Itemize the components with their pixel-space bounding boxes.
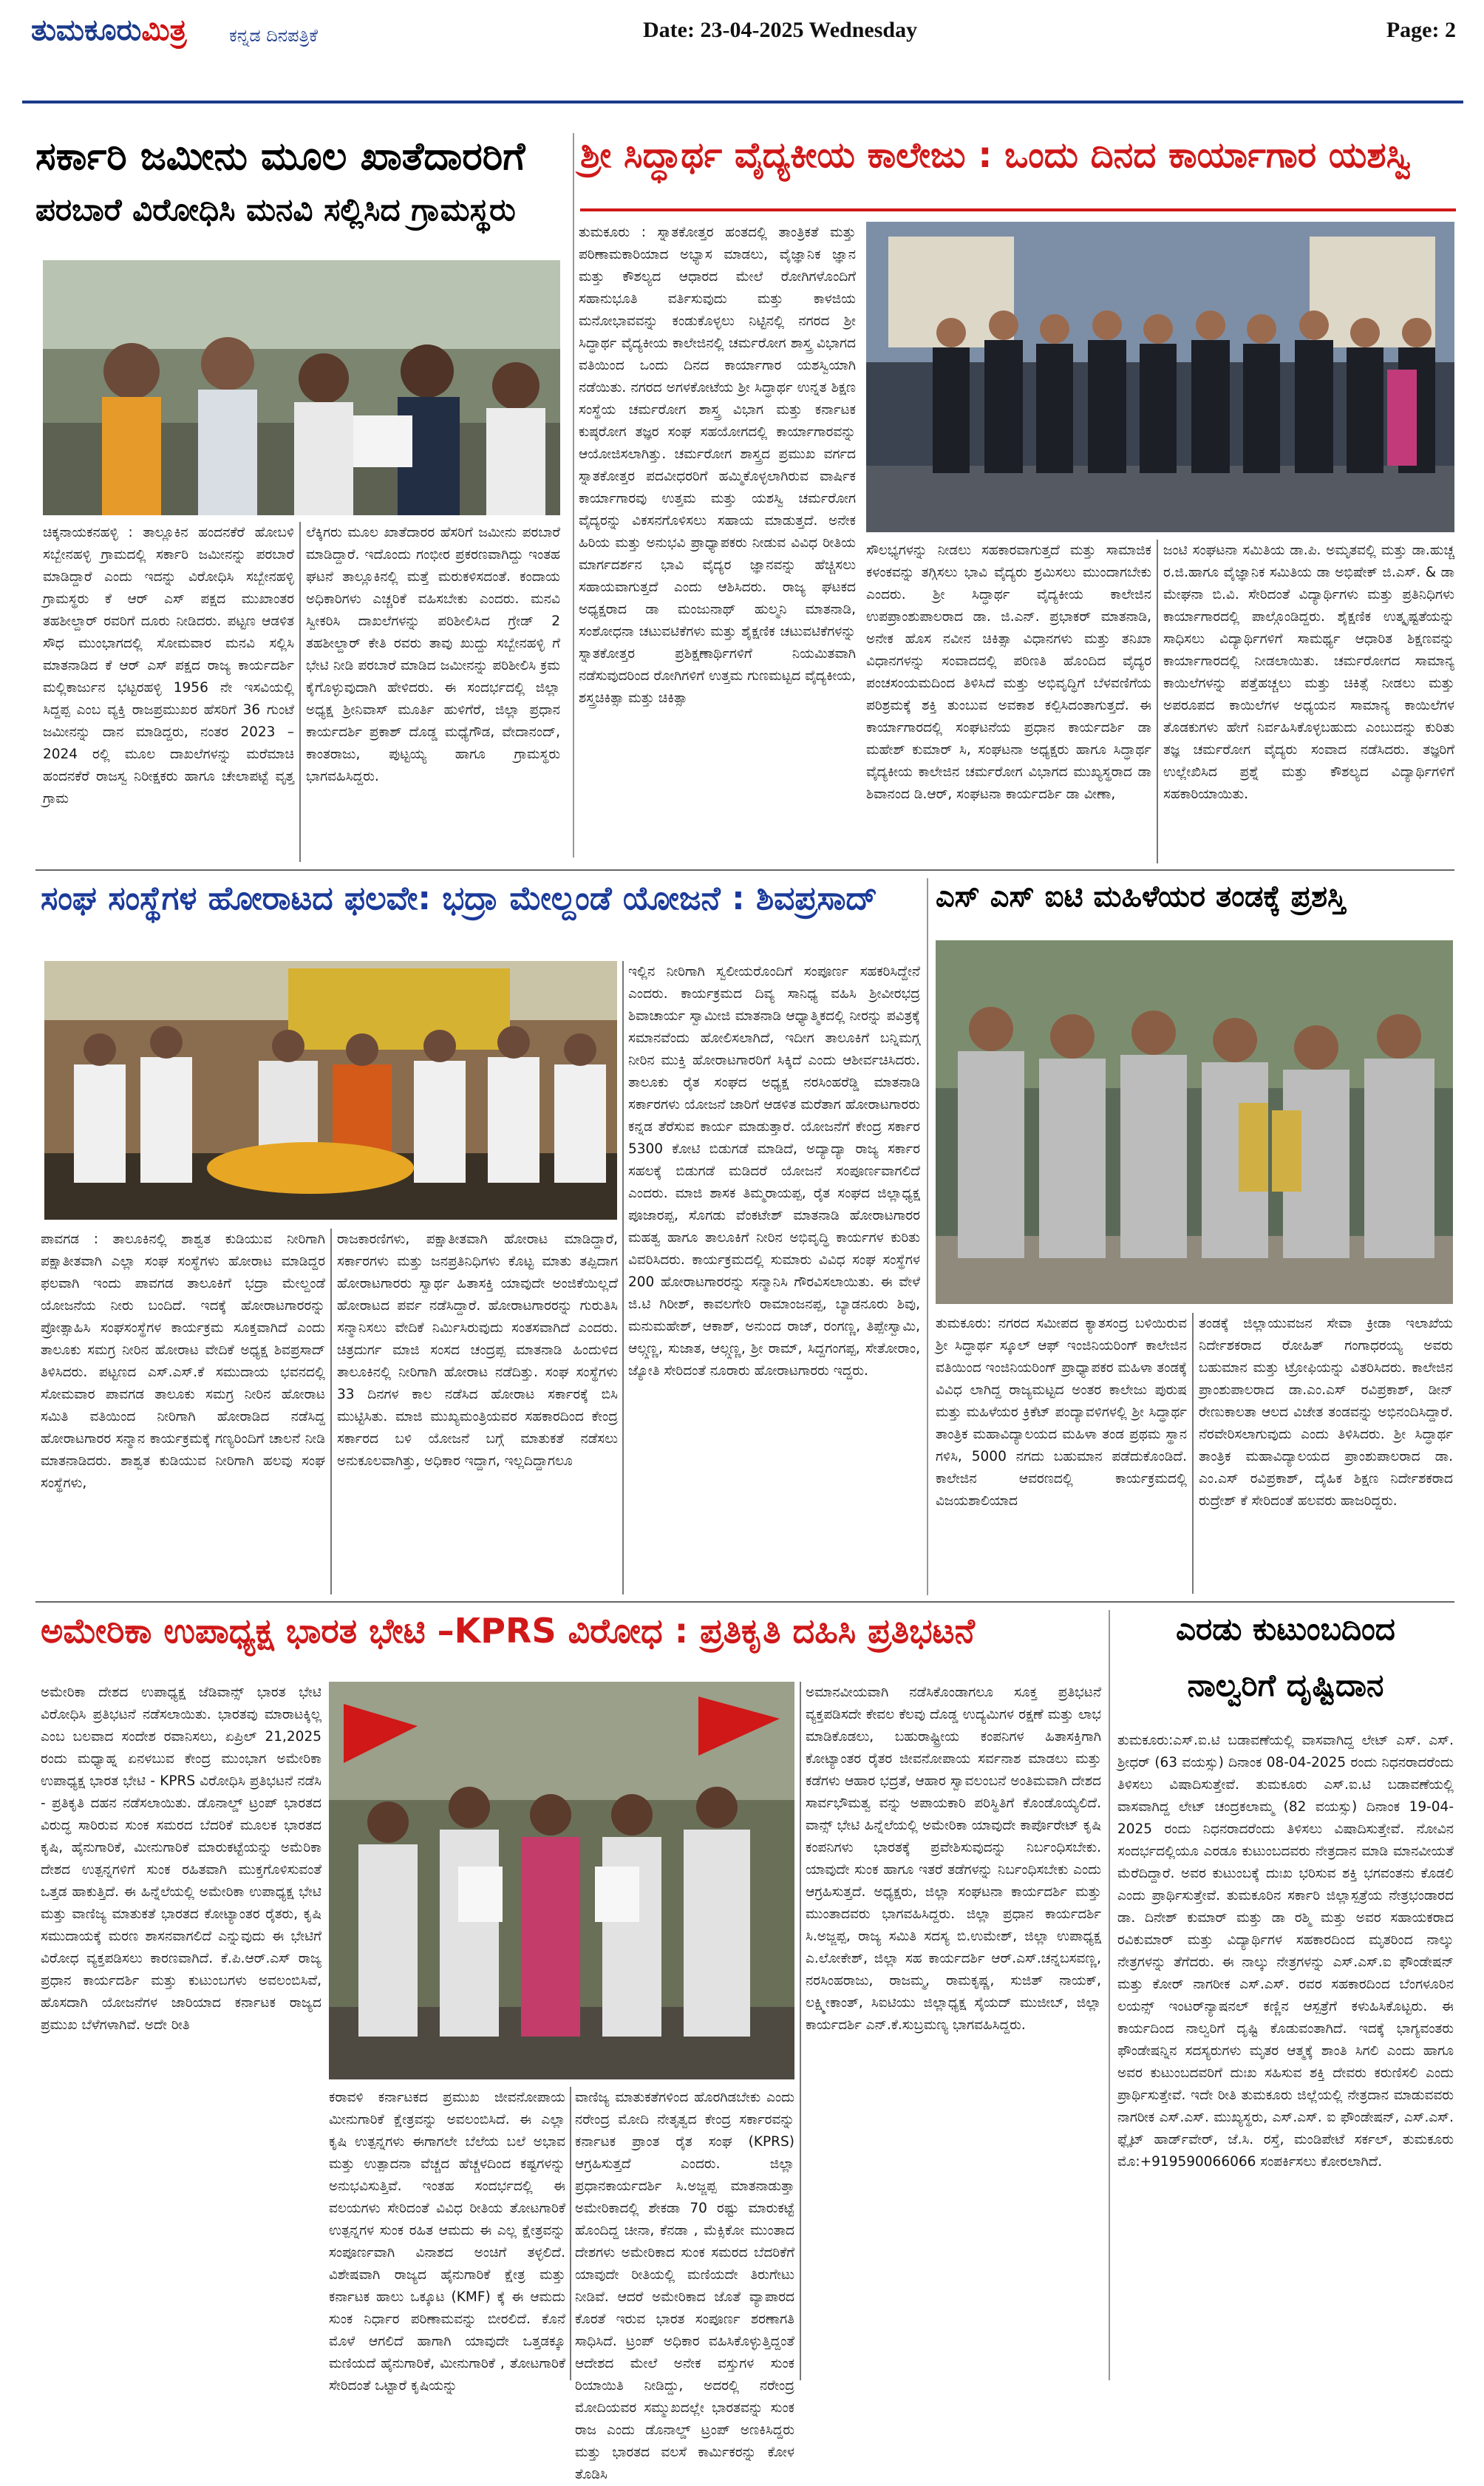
column-divider bbox=[800, 1682, 801, 2380]
column-divider bbox=[330, 1229, 332, 1594]
story4-headline: ಎಸ್ ಎಸ್ ಐಟಿ ಮಹಿಳೆಯರ ತಂಡಕ್ಕೆ ಪ್ರಶಸ್ತಿ bbox=[936, 880, 1346, 914]
story1-photo bbox=[43, 260, 560, 515]
story3-column-3: ಇಲ್ಲಿನ ನೀರಿಗಾಗಿ ಸ್ವಲೀಯರೊಂದಿಗೆ ಸಂಪೂರ್ಣ ಸಹಕರಿಸಿದ್ದೇನೆ ಎಂದರು. ಕಾರ್ಯಕ್ರಮದ ದಿವ್ಯ ಸಾನಿಧ್ಯ ವಹಿಸಿ ಶ್ರೀವೀರಭದ್ರ ಶಿವಾಚಾರ್ಯ ಸ್ವಾಮೀಜಿ ಮಾತನಾಡಿ ಆಧ್ಯಾತ್ಮಿಕದಲ್ಲಿ ನೀರನ್ನು ಪವಿತ್ರಕ್ಕೆ ಸಮಾನವೆಂದು ಹೋಲಿಸಲಾಗಿದೆ, ಇದೀಗ ತಾಲೂಕಿಗೆ ಬನ್ನಿಮಗ್ಗ ನೀರಿನ ಮುಕ್ತಿ ಹೋರಾಟಗಾರರಿಗೆ ಸಿಕ್ಕಿದೆ ಎಂದು ಆಶೀರ್ವಚಿಸಿದರು. ತಾಲೂಕು ರೈತ ಸಂಘದ ಅಧ್ಯಕ್ಷ ನರಸಿಂಹರೆಡ್ಡಿ ಮಾತನಾಡಿ ಸರ್ಕಾರಗಳು ಯೋಜನೆ ಜಾರಿಗೆ ಆಡಳಿತ ಮರೆತಾಗ ಹೋರಾಟಗಾರರು ಕನ್ನಡ ತೆರೆಸುವ ಕಾರ್ಯ ಮಾಡುತ್ತಾರೆ. ಯೋಜನೆಗೆ ಕೇಂದ್ರ ಸರ್ಕಾರ 5300 ಕೋಟಿ ಬಿಡುಗಡೆ ಮಾಡಿದೆ, ಅದ್ಯಾದ್ಯಾ ರಾಜ್ಯ ಸರ್ಕಾರ ಸಹಲಕ್ಕೆ ಬಿಡುಗಡೆ ಮಡಿದರೆ ಯೋಜನೆ ಸಂಪೂರ್ಣವಾಗಲಿದೆ ಎಂದರು. ಮಾಜಿ ಶಾಸಕ ತಿಮ್ಮರಾಯಪ್ಪ, ರೈತ ಸಂಘದ ಜಿಲ್ಲಾಧ್ಯಕ್ಷ ಪೂಜಾರಪ್ಪ, ಸೊಗಡು ವೆಂಕಟೇಶ್ ಮಾತನಾಡಿ ಹೋರಾಟಗಾರರ ಮಹತ್ವ ಹಾಗೂ ತಾಲೂಕಿಗೆ ನೀರಿನ ಅಭಿವೃದ್ಧಿ ಕಾರ್ಯಗಳ ಕುರಿತು ವಿವರಿಸಿದರು. ಕಾರ್ಯಕ್ರಮದಲ್ಲಿ ಸುಮಾರು ವಿವಿಧ ಸಂಘ ಸಂಸ್ಥೆಗಳ 200 ಹೋರಾಟಗಾರರನ್ನು ಸನ್ಮಾನಿಸಿ ಗೌರವಿಸಲಾಯಿತು. ಈ ವೇಳೆ ಜಿ.ಟಿ ಗಿರೀಶ್, ಕಾವಲಗೇರಿ ರಾಮಾಂಜನಪ್ಪ, ಬ್ಯಾಡನೂರು ಶಿವು, ಮನುಮಹೇಶ್, ಆಕಾಶ್, ಅನುಂದ ರಾಜ್, ರಂಗಣ್ಣ, ತಿಪ್ಪೇಸ್ವಾಮಿ, ಆಲ್ಗ್ಲಣ್ಣ, ಸುಜಾತ, ಆಲ್ಗ್ಲಣ್ಣ, ಶ್ರೀ ರಾಮ್, ಸಿದ್ದಗಂಗಪ್ಪ, ಸೇತೋರಾಂ, ಜ್ಯೋತಿ ಸೇರಿದಂತೆ ನೂರಾರು ಹೋರಾಟಗಾರರು ಇದ್ದರು. bbox=[628, 964, 920, 1379]
story1-headline-line2: ಪರಬಾರೆ ವಿರೋಧಿಸಿ ಮನವಿ ಸಲ್ಲಿಸಿದ ಗ್ರಾಮಸ್ಥರು bbox=[35, 191, 516, 228]
story5-column-3: ವಾಣಿಜ್ಯ ಮಾತುಕತೆಗಳಿಂದ ಹೊರಗಿಡಬೇಕು ಎಂದು ನರೇಂದ್ರ ಮೋದಿ ನೇತೃತ್ವದ ಕೇಂದ್ರ ಸರ್ಕಾರವನ್ನು ಕರ್ನಾಟಕ ಪ್ರಾಂತ ರೈತ ಸಂಘ (KPRS) ಆಗ್ರಹಿಸುತ್ತದೆ ಎಂದರು. ಜಿಲ್ಲಾ ಪ್ರಧಾನಕಾರ್ಯದರ್ಶಿ ಸಿ.ಅಜ್ಜಪ್ಪ ಮಾತನಾಡುತ್ತಾ ಅಮೇರಿಕಾದಲ್ಲಿ ಶೇಕಡಾ 70 ರಷ್ಟು ಮಾರುಕಟ್ಟೆ ಹೊಂದಿದ್ದ ಚೀನಾ, ಕೆನಡಾ , ಮೆಕ್ಸಿಕೋ ಮುಂತಾದ ದೇಶಗಳು ಅಮೇರಿಕಾದ ಸುಂಕ ಸಮರದ ಬೆದರಿಕೆಗೆ ಯಾವುದೇ ರೀತಿಯಲ್ಲಿ ಮಣಿಯದೇ ತಿರುಗೇಟು ನೀಡಿವೆ. ಆದರೆ ಅಮೇರಿಕಾದ ಜೊತೆ ವ್ಯಾಪಾರದ ಕೊರತೆ ಇರುವ ಭಾರತ ಸಂಪೂರ್ಣ ಶರಣಾಗತಿ ಸಾಧಿಸಿದೆ. ಟ್ರಂಪ್ ಅಧಿಕಾರ ವಹಿಸಿಕೊಳ್ಳುತ್ತಿದ್ದಂತೆ ಆದೇಶದ ಮೇಲೆ ಅನೇಕ ವಸ್ತುಗಳ ಸುಂಕ ರಿಯಾಯಿತಿ ನೀಡಿದ್ದು, ಅದರಲ್ಲಿ ನರೇಂದ್ರ ಮೋದಿಯವರ ಸಮ್ಮುಖದಲ್ಲೇ ಭಾರತವನ್ನು ಸುಂಕ ರಾಜ ಎಂದು ಡೊನಾಲ್ಡ್ ಟ್ರಂಪ್ ಅಣಕಿಸಿದ್ದರು ಮತ್ತು ಭಾರತದ ವಲಸೆ ಕಾರ್ಮಿಕರನ್ನು ಕೋಳ ತೊಡಿಸಿ bbox=[575, 2090, 794, 2482]
column-divider bbox=[570, 2087, 571, 2380]
section-divider bbox=[573, 133, 574, 857]
section-divider bbox=[35, 869, 1454, 871]
protest-photo-icon bbox=[329, 1682, 794, 2079]
story5-column-2: ಕರಾವಳಿ ಕರ್ನಾಟಕದ ಪ್ರಮುಖ ಜೀವನೋಪಾಯ ಮೀನುಗಾರಿಕೆ ಕ್ಷೇತ್ರವನ್ನು ಅವಲಂಬಿಸಿದೆ. ಈ ಎಲ್ಲಾ ಕೃಷಿ ಉತ್ಪನ್ನಗಳು ಈಗಾಗಲೇ ಬೆಲೆಯ ಬಲೆ ಅಭಾವ ಮತ್ತು ಉತ್ಪಾದನಾ ವೆಚ್ಚದ ಹೆಚ್ಚಳದಿಂದ ಕಷ್ಟಗಳನ್ನು ಅನುಭವಿಸುತ್ತಿವೆ. ಇಂತಹ ಸಂದರ್ಭದಲ್ಲಿ ಈ ವಲಯಗಳು ಸೇರಿದಂತೆ ವಿವಿಧ ರೀತಿಯ ತೋಟಗಾರಿಕೆ ಉತ್ಪನ್ನಗಳ ಸುಂಕ ರಹಿತ ಆಮದು ಈ ಎಲ್ಲ ಕ್ಷೇತ್ರವನ್ನು ಸಂಪೂರ್ಣವಾಗಿ ವಿನಾಶದ ಅಂಚಿಗೆ ತಳ್ಳಲಿದೆ. ವಿಶೇಷವಾಗಿ ರಾಜ್ಯದ ಹೈನುಗಾರಿಕೆ ಕ್ಷೇತ್ರ ಮತ್ತು ಕರ್ನಾಟಕ ಹಾಲು ಒಕ್ಕೂಟ (KMF) ಕ್ಕೆ ಈ ಆಮದು ಸುಂಕ ನಿರ್ಧಾರ ಪರಿಣಾಮವನ್ನು ಬೀರಲಿದೆ. ಕೊನೆ ಮೊಳೆ ಆಗಲಿದೆ ಹಾಗಾಗಿ ಯಾವುದೇ ಒತ್ತಡಕ್ಕೂ ಮಣಿಯದೆ ಹೈನುಗಾರಿಕೆ, ಮೀನುಗಾರಿಕೆ , ತೋಟಗಾರಿಕೆ ಸೇರಿದಂತೆ ಒಟ್ಟಾರೆ ಕೃಷಿಯನ್ನು bbox=[329, 2090, 565, 2394]
newspaper-name-part2: ಮಿತ್ರ bbox=[141, 13, 187, 47]
story2-column-3: ಜಂಟಿ ಸಂಘಟನಾ ಸಮಿತಿಯ ಡಾ.ಪಿ. ಅಮೃತವಲ್ಲಿ ಮತ್ತು ಡಾ.ಹುಚ್ಚ ರ.ಜಿ.ಹಾಗೂ ವೈಜ್ಞಾನಿಕ ಸಮಿತಿಯ ಡಾ ಅಭಿಷೇಕ್ ಜಿ.ಎಸ್. & ಡಾ ಮೇಘನಾ ಬಿ.ವಿ. ಸೇರಿದಂತೆ ವಿದ್ಯಾರ್ಥಿಗಳು ಮತ್ತು ಪ್ರತಿನಿಧಿಗಳು ಕಾರ್ಯಾಗಾರದಲ್ಲಿ ಪಾಲ್ಗೊಂಡಿದ್ದರು. ಶೈಕ್ಷಣಿಕ ಉತ್ಕೃಷ್ಟತೆಯನ್ನು ಸಾಧಿಸಲು ವಿದ್ಯಾರ್ಥಿಗಳಿಗೆ ಸಾಮರ್ಥ್ಯ ಆಧಾರಿತ ಶಿಕ್ಷಣವನ್ನು ಕಾರ್ಯಾಗಾರದಲ್ಲಿ ನೀಡಲಾಯಿತು. ಚರ್ಮರೋಗದ ಸಾಮಾನ್ಯ ಕಾಯಿಲೆಗಳನ್ನು ಪತ್ತೆಹಚ್ಚಲು ಮತ್ತು ಚಿಕಿತ್ಸೆ ನೀಡಲು ಮತ್ತು ಅಪರೂಪದ ಕಾಯಿಲೆಗಳ ಅಧ್ಯಯನ ಸಾಮಾನ್ಯ ಕಾಯಿಲೆಗಳ ತೊಡಕುಗಳು ಹೇಗೆ ನಿರ್ವಹಿಸಿಕೊಳ್ಳಬಹುದು ಎಂಬುದನ್ನು ಕುರಿತು ತಜ್ಞ ಚರ್ಮರೋಗ ವೈದ್ಯರು ಸಂವಾದ ನಡೆಸಿದರು. ತಜ್ಞರಿಗೆ ಉಲ್ಲೇಖಿಸಿದ ಪ್ರಶ್ನೆ ಮತ್ತು ಕೌಶಲ್ಯದ ವಿದ್ಯಾರ್ಥಿಗಳಿಗೆ ಸಹಕಾರಿಯಾಯಿತು. bbox=[1163, 543, 1454, 802]
section-divider bbox=[927, 878, 928, 1595]
story3-column-2: ರಾಜಕಾರಣಿಗಳು, ಪಕ್ಷಾತೀತವಾಗಿ ಹೋರಾಟ ಮಾಡಿದ್ದಾರೆ, ಸರ್ಕಾರಗಳು ಮತ್ತು ಜನಪ್ರತಿನಿಧಿಗಳು ಕೊಟ್ಟ ಮಾತು ತಪ್ಪಿದಾಗ ಹೋರಾಟಗಾರರು ಸ್ವಾರ್ಥ ಹಿತಾಸಕ್ತಿ ಯಾವುದೇ ಅಂಜಿಕೆಯಿಲ್ಲದೆ ಹೋರಾಟದ ಪರ್ವ ನಡೆಸಿದ್ದಾರೆ. ಹೋರಾಟಗಾರರನ್ನು ಗುರುತಿಸಿ ಸನ್ಮಾನಿಸಲು ವೇದಿಕೆ ನಿರ್ಮಿಸಿರುವುದು ಸಂತಸವಾಗಿದೆ ಎಂದರು. ಚಿತ್ರದುರ್ಗ ಮಾಜಿ ಸಂಸದ ಚಂದ್ರಪ್ಪ ಮಾತನಾಡಿ ಹಿಂದುಳಿದ ತಾಲೂಕಿನಲ್ಲಿ ನೀರಿಗಾಗಿ ಹೋರಾಟ ನಡೆದಿತ್ತು. ಸಂಘ ಸಂಸ್ಥೆಗಳು 33 ದಿನಗಳ ಕಾಲ ನಡೆಸಿದ ಹೋರಾಟ ಸರ್ಕಾರಕ್ಕೆ ಬಿಸಿ ಮುಟ್ಟಿಸಿತು. ಮಾಜಿ ಮುಖ್ಯಮಂತ್ರಿಯವರ ಸಹಕಾರದಿಂದ ಕೇಂದ್ರ ಸರ್ಕಾರದ ಬಳಿ ಯೋಜನೆ ಬಗ್ಗೆ ಮಾತುಕತೆ ನಡೆಸಲು ಅನುಕೂಲವಾಗಿತ್ತು, ಅಧಿಕಾರ ಇದ್ದಾಗ, ಇಲ್ಲದಿದ್ದಾಗಲೂ bbox=[337, 1232, 618, 1469]
story3-photo bbox=[44, 961, 617, 1220]
story2-photo bbox=[866, 222, 1454, 532]
story5-headline: ಅಮೇರಿಕಾ ಉಪಾಧ್ಯಕ್ಷ ಭಾರತ ಭೇಟಿ –KPRS ವಿರೋಧ : ಪ್ರತಿಕೃತಿ ದಹಿಸಿ ಪ್ರತಿಭಟನೆ bbox=[41, 1611, 975, 1651]
column-divider bbox=[1192, 1313, 1194, 1594]
story1-column-2: ಲೆಕ್ಕಿಗರು ಮೂಲ ಖಾತೆದಾರರ ಹೆಸರಿಗೆ ಜಮೀನು ಪರಬಾರೆ ಮಾಡಿದ್ದಾರೆ. ಇದೊಂದು ಗಂಭೀರ ಪ್ರಕರಣವಾಗಿದ್ದು ಇಂತಹ ಘಟನೆ ತಾಲ್ಲೂಕಿನಲ್ಲಿ ಮತ್ತೆ ಮರುಕಳಿಸದಂತೆ. ಕಂದಾಯ ಅಧಿಕಾರಿಗಳು ಎಚ್ಚರಿಕೆ ವಹಿಸಬೇಕು ಎಂದರು. ಮನವಿ ಸ್ವೀಕರಿಸಿ ದಾಖಲೆಗಳನ್ನು ಪರಿಶೀಲಿಸಿದ ಗ್ರೇಡ್ 2 ತಹಶೀಲ್ದಾರ್ ಕೇತಿ ರವರು ತಾವು ಖುದ್ದು ಸಬ್ಬೇನಹಳ್ಳಿ ಗೆ ಭೇಟಿ ನೀಡಿ ಪರಬಾರೆ ಮಾಡಿದ ಜಮೀನನ್ನು ಪರಿಶೀಲಿಸಿ ಕ್ರಮ ಕೈಗೊಳ್ಳುವುದಾಗಿ ಹೇಳಿದರು. ಈ ಸಂದರ್ಭದಲ್ಲಿ ಜಿಲ್ಲಾ ಅಧ್ಯಕ್ಷ ಶ್ರೀನಿವಾಸ್ ಮೂರ್ತಿ ಹುಳಿಗೆರೆ, ಜಿಲ್ಲಾ ಪ್ರಧಾನ ಕಾರ್ಯದರ್ಶಿ ಪ್ರಕಾಶ್ ದೊಡ್ಡ ಮಧ್ಯೆಗೌಡ, ವೇದಾನಂದ್, ಕಾಂತರಾಜು, ಪುಟ್ಟಯ್ಯ ಹಾಗೂ ಗ್ರಾಮಸ್ಥರು ಭಾಗವಹಿಸಿದ್ದರು. bbox=[306, 525, 560, 784]
story1-column-1: ಚಿಕ್ಕನಾಯಕನಹಳ್ಳಿ : ತಾಲ್ಲೂಕಿನ ಹಂದನಕೆರೆ ಹೋಬಳಿ ಸಬ್ಬೇನಹಳ್ಳಿ ಗ್ರಾಮದಲ್ಲಿ ಸರ್ಕಾರಿ ಜಮೀನನ್ನು ಪರಬಾರೆ ಮಾಡಿದ್ದಾರೆ ಎಂದು ಇದನ್ನು ವಿರೋಧಿಸಿ ಸಬ್ಬೇನಹಳ್ಳಿ ಗ್ರಾಮಸ್ಥರು ಕೆ ಆರ್ ಎಸ್ ಪಕ್ಷದ ಮುಖಾಂತರ ತಹಶೀಲ್ದಾರ್ ರವರಿಗೆ ದೂರು ನೀಡಿದರು. ಪಟ್ಟಣ ಆಡಳಿತ ಸೌಧ ಮುಂಭಾಗದಲ್ಲಿ ಸೋಮವಾರ ಮನವಿ ಸಲ್ಲಿಸಿ ಮಾತನಾಡಿದ ಕೆ ಆರ್ ಎಸ್ ಪಕ್ಷದ ರಾಜ್ಯ ಕಾರ್ಯದರ್ಶಿ ಮಲ್ಲಿಕಾರ್ಜುನ ಭಟ್ಟರಹಳ್ಳಿ 1956 ನೇ ಇಸವಿಯಲ್ಲಿ ಸಿದ್ದಪ್ಪ ಎಂಬ ವ್ಯಕ್ತಿ ರಾಜಪ್ರಮುಖರ ಹೆಸರಿಗೆ 36 ಗುಂಟೆ ಜಮೀನನ್ನು ದಾನ ಮಾಡಿದ್ದರು, ನಂತರ 2023 – 2024 ರಲ್ಲಿ ಮೂಲ ದಾಖಲೆಗಳನ್ನು ಮರೆಮಾಚಿ ಹಂದನಕೆರೆ ರಾಜಸ್ವ ನಿರೀಕ್ಷಕರು ಹಾಗೂ ಚೇಲಾಪಟ್ಟೆ ವೃತ್ತ ಗ್ರಾಮ bbox=[43, 525, 294, 806]
newspaper-tagline: ಕನ್ನಡ ದಿನಪತ್ರಿಕೆ bbox=[229, 25, 319, 46]
section-divider bbox=[1109, 1610, 1110, 2380]
story2-headline-rule bbox=[580, 208, 1456, 211]
story5-photo bbox=[329, 1682, 794, 2079]
lamp-lighting-photo-icon bbox=[44, 961, 617, 1220]
workshop-group-photo-icon bbox=[866, 222, 1454, 532]
story6-headline-line2: ನಾಲ್ವರಿಗೆ ದೃಷ್ಟಿದಾನ bbox=[1187, 1667, 1384, 1703]
newspaper-name bbox=[31, 13, 187, 47]
page-number: Page: 2 bbox=[1386, 18, 1456, 42]
newspaper-name-part1: ತುಮಕೂರು bbox=[31, 13, 142, 47]
story4-photo bbox=[936, 940, 1453, 1304]
story6-headline-line1: ಎರಡು ಕುಟುಂಬದಿಂದ bbox=[1176, 1611, 1395, 1647]
story2-column-1: ತುಮಕೂರು : ಸ್ನಾತಕೋತ್ತರ ಹಂತದಲ್ಲಿ ತಾಂತ್ರಿಕತೆ ಮತ್ತು ಪರಿಣಾಮಕಾರಿಯಾದ ಅಭ್ಯಾಸ ಮಾಡಲು, ವೈಜ್ಞಾನಿಕ ಜ್ಞಾನ ಮತ್ತು ಕೌಶಲ್ಯದ ಆಧಾರದ ಮೇಲೆ ರೋಗಿಗಳೊಂದಿಗೆ ಸಹಾನುಭೂತಿ ವರ್ತಿಸುವುದು ಮತ್ತು ಕಾಳಜಿಯ ಮನೋಭಾವವನ್ನು ಕಂಡುಕೊಳ್ಳಲು ನಿಟ್ಟಿನಲ್ಲಿ ನಗರದ ಶ್ರೀ ಸಿದ್ಧಾರ್ಥ ವೈದ್ಯಕೀಯ ಕಾಲೇಜಿನಲ್ಲಿ ಚರ್ಮರೋಗ ಶಾಸ್ತ್ರ ವಿಭಾಗದ ವತಿಯಿಂದ ಒಂದು ದಿನದ ಕಾರ್ಯಾಗಾರ ಯಶಸ್ವಿಯಾಗಿ ನಡೆಯಿತು. ನಗರದ ಅಗಳಕೋಟೆಯ ಶ್ರೀ ಸಿದ್ಧಾರ್ಥ ಉನ್ನತ ಶಿಕ್ಷಣ ಸಂಸ್ಥೆಯ ಚರ್ಮರೋಗ ಶಾಸ್ತ್ರ ವಿಭಾಗ ಮತ್ತು ಕರ್ನಾಟಕ ಕುಷ್ಠರೋಗ ತಜ್ಞರ ಸಂಘ ಸಹಯೋಗದಲ್ಲಿ ಕಾರ್ಯಾಗಾರವನ್ನು ಆಯೋಜಿಸಲಾಗಿತ್ತು. ಚರ್ಮರೋಗ ಶಾಸ್ತ್ರದ ಪ್ರಮುಖ ವರ್ಗದ ಸ್ನಾತಕೋತ್ತರ ಪದವೀಧರರಿಗೆ ಹಮ್ಮಿಕೊಳ್ಳಲಾಗಿರುವ ವಾರ್ಷಿಕ ಕಾರ್ಯಾಗಾರವು ಉತ್ತಮ ಮತ್ತು ಯಶಸ್ವಿ ಚರ್ಮರೋಗ ವೈದ್ಯರನ್ನು ವಿಕಸನಗೊಳಿಸಲು ಸಹಾಯ ಮಾಡುತ್ತದೆ. ಅನೇಕ ಹಿರಿಯ ಮತ್ತು ಅನುಭವಿ ಪ್ರಾಧ್ಯಾಪಕರು ನೀಡುವ ವಿವಿಧ ರೀತಿಯ ಮಾರ್ಗದರ್ಶನ ಭಾವಿ ವೈದ್ಯರ ಜ್ಞಾನವನ್ನು ಹೆಚ್ಚಿಸಲು ಸಹಾಯವಾಗುತ್ತದೆ ಎಂದು ಆಶಿಸಿದರು. ರಾಜ್ಯ ಘಟಕದ ಅಧ್ಯಕ್ಷರಾದ ಡಾ ಮಂಜುನಾಥ್ ಹುಲ್ಮನಿ ಮಾತನಾಡಿ, ಸಂಶೋಧನಾ ಚಟುವಟಿಕೆಗಳು ಮತ್ತು ಶೈಕ್ಷಣಿಕ ಚಟುವಟಿಕೆಗಳನ್ನು ಸ್ನಾತಕೋತ್ತರ ಪ್ರಶಿಕ್ಷಣಾರ್ಥಿಗಳಿಗೆ ನಿಯಮಿತವಾಗಿ ನಡೆಸುವುದರಿಂದ ರೋಗಿಗಳಿಗೆ ಉತ್ತಮ ಗುಣಮಟ್ಟದ ವೈದ್ಯಕೀಯ, ಶಸ್ತ್ರಚಿಕಿತ್ಸಾ ಮತ್ತು ಚಿಕಿತ್ಸಾ bbox=[579, 225, 856, 706]
story3-headline: ಸಂಘ ಸಂಸ್ಥೆಗಳ ಹೋರಾಟದ ಫಲವೇ: ಭದ್ರಾ ಮೇಲ್ದಂಡೆ ಯೋಜನೆ : ಶಿವಪ್ರಸಾದ್ bbox=[41, 880, 878, 917]
column-divider bbox=[1157, 540, 1158, 863]
group-photo-icon bbox=[43, 260, 560, 515]
story4-column-1: ತುಮಕೂರು: ನಗರದ ಸಮೀಪದ ಕ್ಯಾತಸಂದ್ರ ಬಳಿಯಿರುವ ಶ್ರೀ ಸಿದ್ಧಾರ್ಥ ಸ್ಕೂಲ್ ಆಫ್ ಇಂಜಿನಿಯರಿಂಗ್ ಕಾಲೇಜಿನ ವತಿಯಿಂದ ಇಂಜಿನಿಯರಿಂಗ್ ಪ್ರಾಧ್ಯಾಪಕರ ಮಹಿಳಾ ತಂಡಕ್ಕೆ ವಿವಿಧ ಲಾಗಿದ್ದ ರಾಜ್ಯಮಟ್ಟದ ಅಂತರ ಕಾಲೇಜು ಪುರುಷ ಮತ್ತು ಮಹಿಳೆಯರ ಕ್ರಿಕೆಟ್ ಪಂದ್ಯಾವಳಿಗಳಲ್ಲಿ ಶ್ರೀ ಸಿದ್ಧಾರ್ಥ ತಾಂತ್ರಿಕ ಮಹಾವಿದ್ಯಾಲಯದ ಮಹಿಳಾ ತಂಡ ಪ್ರಥಮ ಸ್ಥಾನ ಗಳಿಸಿ, 5000 ನಗದು ಬಹುಮಾನ ಪಡೆದುಕೊಂಡಿದೆ. ಕಾಲೇಜಿನ ಆವರಣದಲ್ಲಿ ಕಾರ್ಯಕ್ರಮದಲ್ಲಿ ವಿಜಯಶಾಲಿಯಾದ bbox=[936, 1316, 1187, 1509]
trophy-team-photo-icon bbox=[936, 940, 1453, 1304]
story2-column-2: ಸೌಲಭ್ಯಗಳನ್ನು ನೀಡಲು ಸಹಕಾರವಾಗುತ್ತದೆ ಮತ್ತು ಸಾಮಾಜಿಕ ಕಳಂಕವನ್ನು ತಗ್ಗಿಸಲು ಭಾವಿ ವೈದ್ಯರು ಶ್ರಮಿಸಲು ಮುಂದಾಗಬೇಕು ಎಂದರು. ಶ್ರೀ ಸಿದ್ಧಾರ್ಥ ವೈದ್ಯಕೀಯ ಕಾಲೇಜಿನ ಉಪಪ್ರಾಂಶುಪಾಲರಾದ ಡಾ. ಜಿ.ಎನ್. ಪ್ರಭಾಕರ್ ಮಾತನಾಡಿ, ಅನೇಕ ಹೊಸ ನವೀನ ಚಿಕಿತ್ಸಾ ವಿಧಾನಗಳು ಮತ್ತು ತನಿಖಾ ವಿಧಾನಗಳನ್ನು ಸಂವಾದದಲ್ಲಿ ಪರಿಣತಿ ಹೊಂದಿದ ವೈದ್ಯರ ಪಂಚಸಂಯಮದಿಂದ ತಿಳಿಸಿದೆ ಮತ್ತು ಅಭಿವೃದ್ಧಿಗೆ ಬೆಳವಣಿಗೆಯ ಪರಿಶ್ರಮಕ್ಕೆ ಶಕ್ತಿ ತುಂಬುವ ಅವಕಾಶ ಕಲ್ಪಿಸಿದಂತಾಗುತ್ತದೆ. ಈ ಕಾರ್ಯಾಗಾರದಲ್ಲಿ ಸಂಘಟನೆಯ ಪ್ರಧಾನ ಕಾರ್ಯದರ್ಶಿ ಡಾ ಮಹೇಶ್ ಕುಮಾರ್ ಸಿ, ಸಂಘಟನಾ ಅಧ್ಯಕ್ಷರು ಹಾಗೂ ಸಿದ್ಧಾರ್ಥ ವೈದ್ಯಕೀಯ ಕಾಲೇಜಿನ ಚರ್ಮರೋಗ ವಿಭಾಗದ ಮುಖ್ಯಸ್ಥರಾದ ಡಾ ಶಿವಾನಂದ ಡಿ.ಆರ್, ಸಂಘಟನಾ ಕಾರ್ಯದರ್ಶಿ ಡಾ ವೀಣಾ, bbox=[866, 543, 1151, 802]
story5-column-4: ಅಮಾನವೀಯವಾಗಿ ನಡೆಸಿಕೊಂಡಾಗಲೂ ಸೂಕ್ತ ಪ್ರತಿಭಟನೆ ವ್ಯಕ್ತಪಡಿಸದೇ ಕೇವಲ ಕೆಲವು ದೊಡ್ಡ ಉದ್ಯಮಿಗಳ ರಕ್ಷಣೆ ಮತ್ತು ಲಾಭ ಮಾಡಿಕೊಡಲು, ಬಹುರಾಷ್ಟ್ರೀಯ ಕಂಪನಿಗಳ ಹಿತಾಸಕ್ತಿಗಾಗಿ ಕೋಟ್ಯಾಂತರ ರೈತರ ಜೀವನೋಪಾಯ ಸರ್ವನಾಶ ಮಾಡಲು ಮತ್ತು ಕಡೆಗಳು ಆಹಾರ ಭದ್ರತೆ, ಆಹಾರ ಸ್ವಾವಲಂಬನೆ ಅಂತಿಮವಾಗಿ ದೇಶದ ಸಾರ್ವಭೌಮತ್ವ ವನ್ನು ಅಪಾಯಕಾರಿ ಪರಿಸ್ಥಿತಿಗೆ ಕೊಂಡೊಯ್ಯಲಿದೆ. ವಾನ್ಸ್ ಭೇಟಿ ಹಿನ್ನೆಲೆಯಲ್ಲಿ ಅಮೇರಿಕಾ ಯಾವುದೇ ಕಾರ್ಪೊರೇಟ್ ಕೃಷಿ ಕಂಪನಿಗಳು ಭಾರತಕ್ಕೆ ಪ್ರವೇಶಿಸುವುದನ್ನು ನಿರ್ಬಂಧಿಸಬೇಕು. ಯಾವುದೇ ಸುಂಕ ಹಾಗೂ ಇತರೆ ತಡೆಗಳನ್ನು ನಿರ್ಬಂಧಿಸಬೇಕು ಎಂದು ಆಗ್ರಹಿಸುತ್ತದೆ. ಅಧ್ಯಕ್ಷರು, ಜಿಲ್ಲಾ ಸಂಘಟನಾ ಕಾರ್ಯದರ್ಶಿ ಮತ್ತು ಮುಂತಾದವರು ಭಾಗವಹಿಸಿದ್ದರು. ಜಿಲ್ಲಾ ಪ್ರಧಾನ ಕಾರ್ಯದರ್ಶಿ ಸಿ.ಅಜ್ಜಪ್ಪ, ರಾಜ್ಯ ಸಮಿತಿ ಸದಸ್ಯ ಬಿ.ಉಮೇಶ್, ಜಿಲ್ಲಾ ಉಪಾಧ್ಯಕ್ಷ ಎ.ಲೋಕೇಶ್, ಜಿಲ್ಲಾ ಸಹ ಕಾರ್ಯದರ್ಶಿ ಆರ್.ಎಸ್.ಚನ್ನಬಸವಣ್ಣ, ನರಸಿಂಹರಾಜು, ರಾಜಮ್ಮ, ರಾಮಕೃಷ್ಣ, ಸುಜಿತ್ ನಾಯಕ್, ಲಕ್ಷ್ಮೀಕಾಂತ್, ಸಿಐಟಿಯು ಜಿಲ್ಲಾಧ್ಯಕ್ಷ ಸೈಯದ್ ಮುಜೀಬ್, ಜಿಲ್ಲಾ ಕಾರ್ಯದರ್ಶಿ ಎನ್.ಕೆ.ಸುಬ್ರಮಣ್ಯ ಭಾಗವಹಿಸಿದ್ದರು. bbox=[806, 1685, 1101, 2033]
story1-headline-line1: ಸರ್ಕಾರಿ ಜಮೀನು ಮೂಲ ಖಾತೆದಾರರಿಗೆ bbox=[35, 135, 525, 179]
column-divider bbox=[622, 961, 624, 1594]
story2-headline: ಶ್ರೀ ಸಿದ್ಧಾರ್ಥ ವೈದ್ಯಕೀಯ ಕಾಲೇಜು : ಒಂದು ದಿನದ ಕಾರ್ಯಾಗಾರ ಯಶಸ್ವಿ bbox=[580, 135, 1412, 176]
story4-column-2: ತಂಡಕ್ಕೆ ಜಿಲ್ಲಾಯುವಜನ ಸೇವಾ ಕ್ರೀಡಾ ಇಲಾಖೆಯ ನಿರ್ದೇಶಕರಾದ ರೋಹಿತ್ ಗಂಗಾಧರಯ್ಯ ಅವರು ಬಹುಮಾನ ಮತ್ತು ಟ್ರೋಫಿಯನ್ನು ವಿತರಿಸಿದರು. ಕಾಲೇಜಿನ ಪ್ರಾಂಶುಪಾಲರಾದ ಡಾ.ಎಂ.ಎಸ್ ರವಿಪ್ರಕಾಶ್, ಡೀನ್ ರೇಣುಕಾಲತಾ ಆಲದ ವಿಜೇತ ತಂಡವನ್ನು ಅಭಿನಂದಿಸಿದ್ದಾರೆ. ನೆರವೇರಿಸಲಾಗುವುದು ಎಂದು ತಿಳಿಸಿದರು. ಶ್ರೀ ಸಿದ್ಧಾರ್ಥ ತಾಂತ್ರಿಕ ಮಹಾವಿದ್ಯಾಲಯದ ಪ್ರಾಂಶುಪಾಲರಾದ ಡಾ. ಎಂ.ಎಸ್ ರವಿಪ್ರಕಾಶ್, ದೈಹಿಕ ಶಿಕ್ಷಣ ನಿರ್ದೇಶಕರಾದ ರುದ್ರೇಶ್ ಕೆ ಸೇರಿದಂತೆ ಹಲವರು ಹಾಜರಿದ್ದರು. bbox=[1199, 1316, 1453, 1509]
story5-column-1: ಅಮೇರಿಕಾ ದೇಶದ ಉಪಾಧ್ಯಕ್ಷ ಜೆಡಿವಾನ್ಸ್ ಭಾರತ ಭೇಟಿ ವಿರೋಧಿಸಿ ಪ್ರತಿಭಟನೆ ನಡೆಸಲಾಯಿತು. ಭಾರತವು ಮಾರಾಟಕ್ಕಿಲ್ಲ ಎಂಬ ಬಲವಾದ ಸಂದೇಶ ರವಾನಿಸಲು, ಏಪ್ರಿಲ್ 21,2025 ರಂದು ಮಧ್ಯಾಹ್ನ ಏನಳಬುವ ಕೇಂದ್ರ ಮುಂಭಾಗ ಅಮೇರಿಕಾ ಉಪಾಧ್ಯಕ್ಷ ಭಾರತ ಭೇಟಿ - KPRS ವಿರೋಧಿಸಿ ಪ್ರತಿಭಟನೆ ನಡೆಸಿ - ಪ್ರತಿಕೃತಿ ದಹನ ನಡೆಸಲಾಯಿತು. ಡೊನಾಲ್ಡ್ ಟ್ರಂಪ್ ಭಾರತದ ವಿರುದ್ಧ ಸಾರಿರುವ ಸುಂಕ ಸಮರದ ಬೆದರಿಕೆ ಮೂಲಕ ಭಾರತದ ಕೃಷಿ, ಹೈನುಗಾರಿಕೆ, ಮೀನುಗಾರಿಕೆ ಮಾರುಕಟ್ಟೆಯನ್ನು ಅಮೆರಿಕಾ ದೇಶದ ಉತ್ಪನ್ನಗಳಿಗೆ ಸುಂಕ ರಹಿತವಾಗಿ ಮುಕ್ತಗೊಳಿಸುವಂತೆ ಒತ್ತಡ ಹಾಕುತ್ತಿದೆ. ಈ ಹಿನ್ನೆಲೆಯಲ್ಲಿ ಅಮೇರಿಕಾ ಉಪಾಧ್ಯಕ್ಷ ಭೇಟಿ ಮತ್ತು ವಾಣಿಜ್ಯ ಮಾತುಕತೆ ಭಾರತದ ಕೋಟ್ಯಾಂತರ ರೈತರು, ಕೃಷಿ ಸಮುದಾಯಕ್ಕೆ ಮರಣ ಶಾಸನವಾಗಲಿದೆ ಎನ್ನುವುದು ಈ ಭೇಟಿಗೆ ವಿರೋಧ ವ್ಯಕ್ತಪಡಿಸಲು ಕಾರಣವಾಗಿದೆ. ಕೆ.ಪಿ.ಆರ್.ಎಸ್ ರಾಜ್ಯ ಪ್ರಧಾನ ಕಾರ್ಯದರ್ಶಿ ಮತ್ತು ಕುಟುಂಬಗಳು ಅವಲಂಬಿಸಿವೆ, ಹೊಸದಾಗಿ ಯೋಜನೆಗಳ ಜಾರಿಯಾದ ಕರ್ನಾಟಕ ರಾಜ್ಯದ ಪ್ರಮುಖ ಬೆಳೆಗಳಾಗಿವೆ. ಅದೇ ರೀತಿ bbox=[41, 1685, 321, 2033]
story6-column-1: ತುಮಕೂರು:ಎಸ್.ಐ.ಟಿ ಬಡಾವಣೆಯಲ್ಲಿ ವಾಸವಾಗಿದ್ದ ಲೇಟ್ ಎಸ್. ಎಸ್. ಶ್ರೀಧರ್ (63 ವಯಸ್ಸು) ದಿನಾಂಕ 08-04-2025 ರಂದು ನಿಧನರಾದರೆಂದು ತಿಳಿಸಲು ವಿಷಾದಿಸುತ್ತೇವೆ. ತುಮಕೂರು ಎಸ್.ಐ.ಟಿ ಬಡಾವಣೆಯಲ್ಲಿ ವಾಸವಾಗಿದ್ದ ಲೇಟ್ ಚಂದ್ರಕಲಾಮ್ಮ (82 ವಯಸ್ಸು) ದಿನಾಂಕ 19-04-2025 ರಂದು ನಿಧನರಾದರೆಂದು ತಿಳಿಸಲು ವಿಷಾದಿಸುತ್ತೇವೆ. ನೋವಿನ ಸಂದರ್ಭದಲ್ಲಿಯೂ ಎರಡೂ ಕುಟುಂಬದವರು ನೇತ್ರದಾನ ಮಾಡಿ ಮಾನವೀಯತೆ ಮೆರೆದಿದ್ದಾರೆ. ಅವರ ಕುಟುಂಬಕ್ಕೆ ದುಃಖ ಭರಿಸುವ ಶಕ್ತಿ ಭಗವಂತನು ಕೊಡಲಿ ಎಂದು ಪ್ರಾರ್ಥಿಸುತ್ತೇವೆ. ತುಮಕೂರಿನ ಸರ್ಕಾರಿ ಜಿಲ್ಲಾಸ್ಪತ್ರೆಯ ನೇತ್ರಭಂಡಾರದ ಡಾ. ದಿನೇಶ್ ಕುಮಾರ್ ಮತ್ತು ಡಾ ರಶ್ಮಿ ಮತ್ತು ಅವರ ಸಹಾಯಕರಾದ ರವಿಕುಮಾರ್ ಮತ್ತು ವಿದ್ಯಾರ್ಥಿಗಳ ಸಹಕಾರದಿಂದ ಮೃತರಿಂದ ನಾಲ್ಕು ನೇತ್ರಗಳನ್ನು ತೆಗೆದರು. ಈ ನಾಲ್ಕು ನೇತ್ರಗಳನ್ನು ಎಸ್.ಎಸ್.ಐ ಫೌಂಡೇಷನ್ ಮತ್ತು ಕೋರ್ ನಾಗರೀಕ ಎಸ್.ಎಸ್. ರವರ ಸಹಕಾರದಿಂದ ಬೆಂಗಳೂರಿನ ಲಯನ್ಸ್ ಇಂಟರ್‌ನ್ಯಾಷನಲ್ ಕಣ್ಣಿನ ಆಸ್ಪತ್ರೆಗೆ ಕಳುಹಿಸಿಕೊಟ್ಟರು. ಈ ಕಾರ್ಯದಿಂದ ನಾಲ್ವರಿಗೆ ದೃಷ್ಟಿ ಕೊಡುವಂತಾಗಿದೆ. ಇದಕ್ಕೆ ಭಾಗ್ಯವಂತರು ಫೌಂಡೇಷನ್ನಿನ ಸದಸ್ಯರುಗಳು ಮೃತರ ಆತ್ಮಕ್ಕೆ ಶಾಂತಿ ಸಿಗಲಿ ಎಂದು ಹಾಗೂ ಅವರ ಕುಟುಂಬದವರಿಗೆ ದುಃಖ ಸಹಿಸುವ ಶಕ್ತಿ ದೇವರು ಕರುಣಿಸಲಿ ಎಂದು ಪ್ರಾರ್ಥಿಸುತ್ತೇವೆ. ಇದೇ ರೀತಿ ತುಮಕೂರು ಜಿಲ್ಲೆಯಲ್ಲಿ ನೇತ್ರದಾನ ಮಾಡುವವರು ನಾಗರೀಕ ಎಸ್.ಎಸ್. ಮುಖ್ಯಸ್ಥರು, ಎಸ್.ಎಸ್. ಐ ಫೌಂಡೇಷನ್, ಎಸ್.ಎಸ್. ಫ್ಲೈಟ್ ಹಾರ್ಡ್‌ವೇರ್, ಜೆ.ಸಿ. ರಸ್ತೆ, ಮಂಡಿಪೇಟೆ ಸರ್ಕಲ್, ತುಮಕೂರು ಮೊ:+919590066066 ಸಂಪರ್ಕಿಸಲು ಕೋರಲಾಗಿದೆ. bbox=[1117, 1733, 1454, 2170]
story3-column-1: ಪಾವಗಡ : ತಾಲೂಕಿನಲ್ಲಿ ಶಾಶ್ವತ ಕುಡಿಯುವ ನೀರಿಗಾಗಿ ಪಕ್ಷಾತೀತವಾಗಿ ಎಲ್ಲಾ ಸಂಘ ಸಂಸ್ಥೆಗಳು ಹೋರಾಟ ಮಾಡಿದ್ದರ ಫಲವಾಗಿ ಇಂದು ಪಾವಗಡ ತಾಲೂಕಿಗೆ ಭದ್ರಾ ಮೇಲ್ದಂಡೆ ಯೋಜನೆಯ ನೀರು ಬಂದಿದೆ. ಇದಕ್ಕೆ ಹೋರಾಟಗಾರರನ್ನು ಪ್ರೋತ್ಸಾಹಿಸಿ ಸಂಘಸಂಸ್ಥೆಗಳ ಕಾರ್ಯಕ್ರಮ ಸೂಕ್ತವಾಗಿದೆ ಎಂದು ತಾಲೂಕು ಸಮಗ್ರ ನೀರಿನ ಹೋರಾಟ ವೇದಿಕೆ ಅಧ್ಯಕ್ಷ ಶಿವಪ್ರಸಾದ್ ತಿಳಿಸಿದರು. ಪಟ್ಟಣದ ಎಸ್.ಎಸ್.ಕೆ ಸಮುದಾಯ ಭವನದಲ್ಲಿ ಸೋಮವಾರ ಪಾವಗಡ ತಾಲೂಕು ಸಮಗ್ರ ನೀರಿನ ಹೋರಾಟ ಸಮಿತಿ ವತಿಯಿಂದ ನೀರಿಗಾಗಿ ಹೋರಾಡಿದ ನಡೆಸಿದ್ದ ಹೋರಾಟಗಾರರ ಸನ್ಮಾನ ಕಾರ್ಯಕ್ರಮಕ್ಕೆ ಗಣ್ಯರಿಂದಿಗೆ ಚಾಲನೆ ನೀಡಿ ಮಾತನಾಡಿದರು. ಶಾಶ್ವತ ಕುಡಿಯುವ ನೀರಿಗಾಗಿ ಹಲವು ಸಂಘ ಸಂಸ್ಥೆಗಳು, bbox=[41, 1232, 325, 1491]
masthead bbox=[22, 7, 1463, 103]
column-divider bbox=[299, 522, 301, 862]
section-divider bbox=[35, 1601, 1454, 1603]
issue-date: Date: 23-04-2025 Wednesday bbox=[643, 18, 918, 42]
